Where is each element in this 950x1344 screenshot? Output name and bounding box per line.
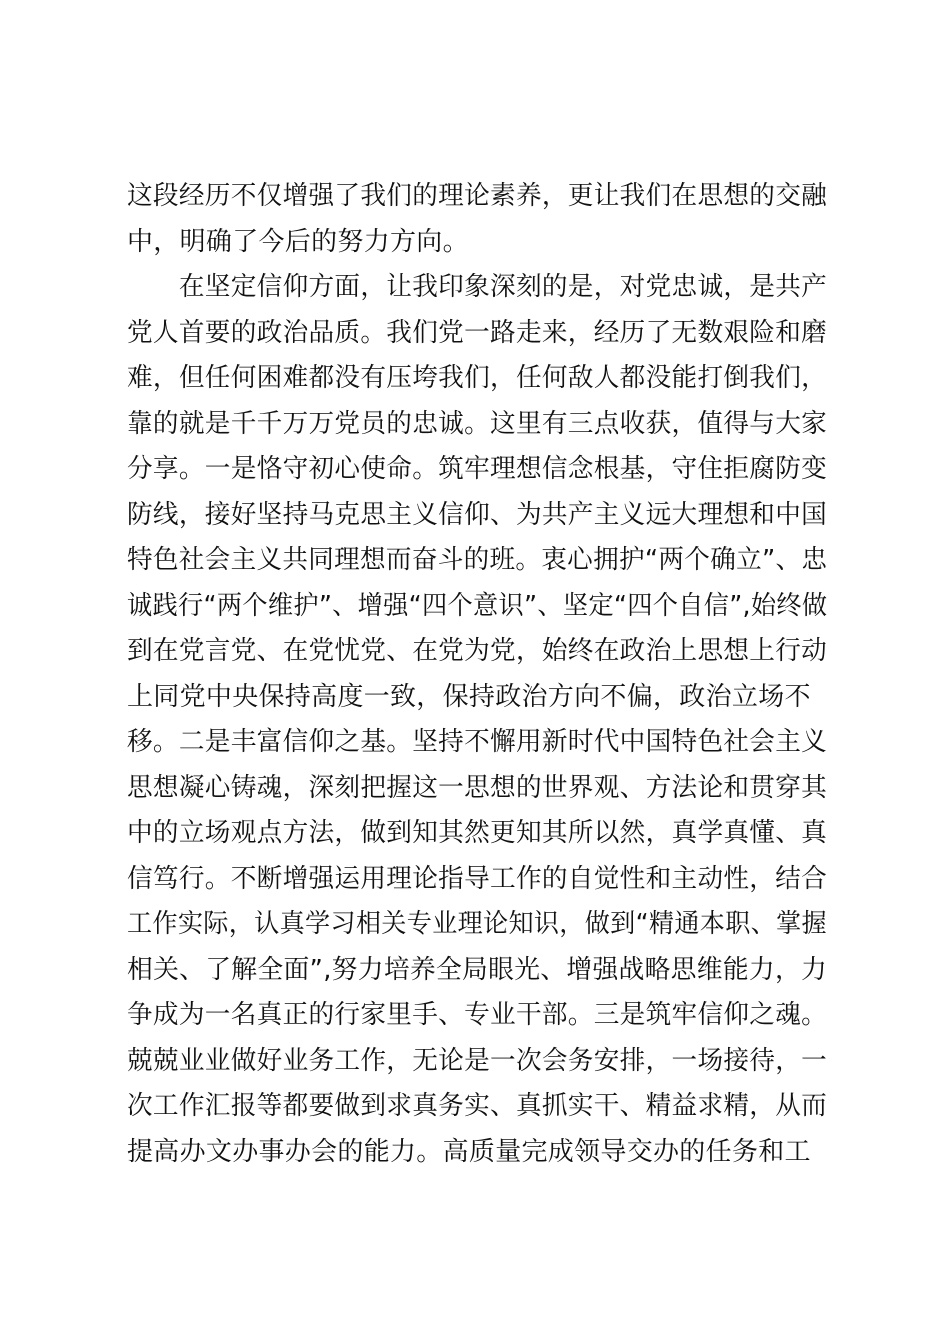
text-line: 到在党言党、在党忧党、在党为党，始终在政治上思想上行动 bbox=[127, 636, 828, 666]
text-line: 诚践行“两个维护”、增强“四个意识”、坚定“四个自信”,始终做 bbox=[127, 590, 828, 621]
text-line: 争成为一名真正的行家里手、专业干部。三是筑牢信仰之魂。 bbox=[127, 1000, 828, 1030]
text-line: 思想凝心铸魂，深刻把握这一思想的世界观、方法论和贯穿其 bbox=[127, 772, 828, 803]
text-line: 分享。一是恪守初心使命。筑牢理想信念根基，守住拒腐防变 bbox=[127, 454, 828, 484]
body-text bbox=[127, 174, 827, 1175]
text-line: 在坚定信仰方面，让我印象深刻的是，对党忠诚，是共产 bbox=[127, 272, 828, 302]
text-line: 中，明确了今后的努力方向。 bbox=[127, 226, 469, 257]
text-line: 上同党中央保持高度一致，保持政治方向不偏，政治立场不 bbox=[127, 681, 811, 712]
text-line: 党人首要的政治品质。我们党一路走来，经历了无数艰险和磨 bbox=[127, 317, 828, 348]
text-line: 提高办文办事办会的能力。高质量完成领导交办的任务和工 bbox=[127, 1136, 811, 1167]
text-line: 工作实际，认真学习相关专业理论知识，做到“精通本职、掌握 bbox=[127, 909, 827, 939]
text-line: 特色社会主义共同理想而奋斗的班。衷心拥护“两个确立”、忠 bbox=[127, 545, 828, 575]
text-line: 次工作汇报等都要做到求真务实、真抓实干、精益求精，从而 bbox=[127, 1091, 828, 1121]
text-line: 靠的就是千千万万党员的忠诚。这里有三点收获，值得与大家 bbox=[127, 408, 828, 439]
text-line: 防线，接好坚持马克思主义信仰、为共产主义远大理想和中国 bbox=[127, 499, 828, 530]
text-line: 难，但任何困难都没有压垮我们，任何敌人都没能打倒我们， bbox=[127, 363, 828, 393]
text-line: 移。二是丰富信仰之基。坚持不懈用新时代中国特色社会主义 bbox=[127, 727, 828, 757]
text-line: 中的立场观点方法，做到知其然更知其所以然，真学真懂、真 bbox=[127, 818, 828, 848]
text-line: 这段经历不仅增强了我们的理论素养，更让我们在思想的交融 bbox=[127, 181, 828, 211]
text-line: 信笃行。不断增强运用理论指导工作的自觉性和主动性，结合 bbox=[127, 863, 828, 894]
text-line: 兢兢业业做好业务工作，无论是一次会务安排，一场接待，一 bbox=[127, 1045, 828, 1076]
text-line: 相关、了解全面”,努力培养全局眼光、增强战略思维能力，力 bbox=[127, 954, 828, 985]
